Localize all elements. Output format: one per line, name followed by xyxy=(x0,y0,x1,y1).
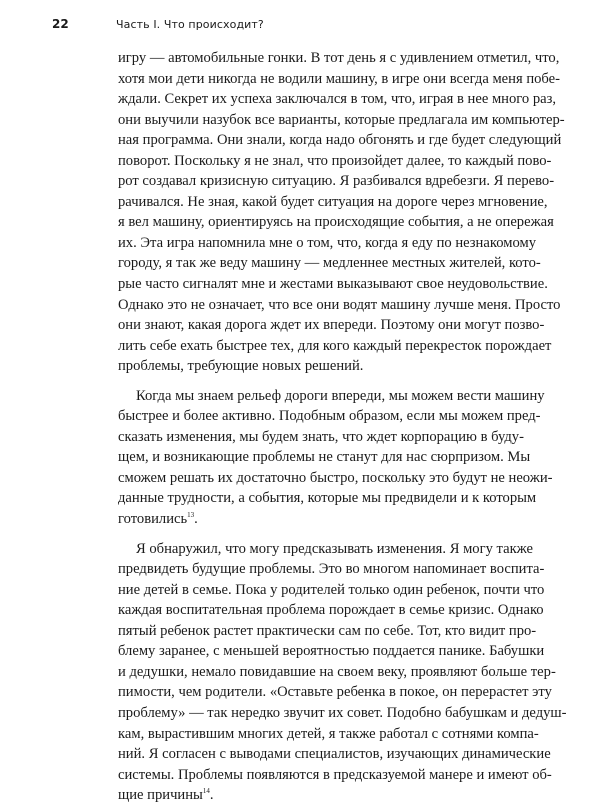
text-line: проблемы, требующие новых решений. xyxy=(118,358,364,375)
running-head xyxy=(52,17,264,31)
text-line: блему заранее, с меньшей вероятностью поддается панике. Бабушки xyxy=(118,643,545,660)
text-line: игру — автомобильные гонки. В тот день я с удивлением отметил, что, xyxy=(118,50,560,66)
paragraph-2 xyxy=(118,386,553,530)
text-line: данные трудности, а события, которые мы предвидели и к которым xyxy=(118,490,537,507)
text-line: рачивался. Не зная, какой будет ситуация на дороге через мгновение, xyxy=(118,193,548,210)
text-line-with-note: готовились$^{13}$. xyxy=(118,511,198,528)
text-line: пимости, чем родители. «Оставьте ребенка в покое, он перерастет эту xyxy=(118,684,552,701)
text-line: кам, вырастившим многих детей, я также работал с сотнями компа- xyxy=(118,725,539,742)
text-line: щем, и возникающие проблемы не станут для нас сюрпризом. Мы xyxy=(118,449,531,466)
text-line: сможем решать их достаточно быстро, поскольку это будут не неожи- xyxy=(118,469,553,486)
section-title: Часть I. Что происходит? xyxy=(116,18,264,31)
text-line: быстрее и более активно. Подобным образом, если мы можем пред- xyxy=(118,408,541,425)
text-line: проблему» — так нередко звучит их совет. Подобно бабушкам и дедуш- xyxy=(118,704,567,721)
text-line-with-note: щие причины$^{14}$. xyxy=(118,787,214,804)
text-line: ная программа. Они знали, когда надо обгонять и где будет следующий xyxy=(118,132,562,149)
text-line: хотя мои дети никогда не водили машину, в игре они всегда меня побе- xyxy=(118,70,561,87)
text-line: пятый ребенок растет практически сам по себе. Тот, кто видит про- xyxy=(118,622,537,639)
text-line: ждали. Секрет их успеха заключался в том, что, играя в нее много раз, xyxy=(118,91,557,108)
text-line: поворот. Поскольку я не знал, что произойдет далее, то каждый пово- xyxy=(118,152,552,169)
text-line: системы. Проблемы появляются в предсказуемой манере и имеют об- xyxy=(118,766,552,783)
text-line: щие причины xyxy=(118,787,203,804)
text-line: я вел машину, ориентируясь на происходящие события, а не опережая xyxy=(118,214,554,231)
text-line: ний. Я согласен с выводами специалистов, изучающих динамические xyxy=(118,746,551,763)
text-line: их. Эта игра напомнила мне о том, что, когда я еду по незнакомому xyxy=(118,234,536,251)
page-number: 22 xyxy=(52,17,69,31)
text-line: каждая воспитательная проблема порождает в семье кризис. Однако xyxy=(118,602,544,619)
text-line: Я обнаружил, что могу предсказывать изменения. Я могу также xyxy=(136,540,534,557)
body-text xyxy=(118,48,567,806)
text-line: городу, я так же веду машину — медленнее местных жителей, кото- xyxy=(118,255,541,272)
text-line: предвидеть будущие проблемы. Это во многом напоминает воспита- xyxy=(118,561,545,578)
text-line: рые часто сигналят мне и жестами выказывают свое неудовольствие. xyxy=(118,276,548,293)
text-line: Однако это не означает, что все они водят машину лучше меня. Просто xyxy=(118,296,561,313)
footnote-marker: 14 xyxy=(202,787,210,796)
text-line: сказать изменения, мы будем знать, что ждет корпорацию в буду- xyxy=(118,428,524,445)
text-line: они знают, какая дорога ждет их впереди. Поэтому они могут позво- xyxy=(118,317,545,334)
text-line: рот создавал кризисную ситуацию. Я разбивался вдребезги. Я перево- xyxy=(118,173,555,190)
text-line: и дедушки, немало повидавшие на своем веку, проявляют больше тер- xyxy=(118,663,556,680)
paragraph-1 xyxy=(118,48,565,377)
text-line: ние детей в семье. Пока у родителей только один ребенок, почти что xyxy=(118,581,545,598)
text-line: Когда мы знаем рельеф дороги впереди, мы можем вести машину xyxy=(136,387,545,404)
footnote-marker: 13 xyxy=(187,511,195,520)
paragraph-3 xyxy=(118,539,567,806)
text-line: они выучили назубок все варианты, которые предлагала им компьютер- xyxy=(118,111,565,128)
text-line: лить себе ехать быстрее тех, для кого каждый перекресток порождает xyxy=(118,337,552,354)
text-line: готовились xyxy=(118,511,188,528)
